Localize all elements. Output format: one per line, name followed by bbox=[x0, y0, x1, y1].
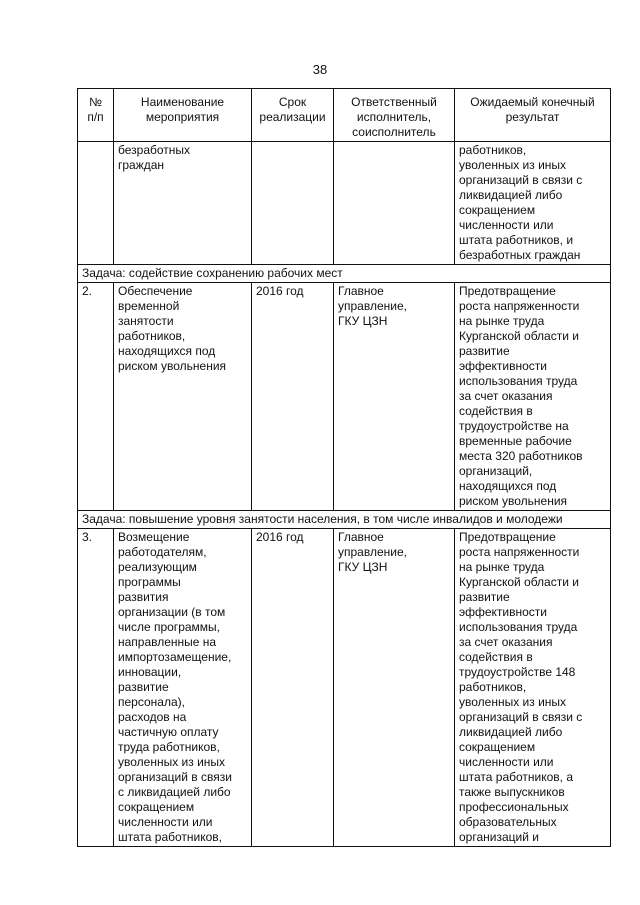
cell-line: численности или bbox=[459, 755, 554, 769]
cell-line: направленные на bbox=[118, 635, 217, 649]
cell-line: работников, bbox=[459, 143, 527, 157]
cell-line: управление, bbox=[338, 545, 407, 559]
cell-line: штата работников, bbox=[118, 830, 222, 844]
cell-line: эффективности bbox=[459, 359, 548, 373]
cell-num: 2. bbox=[78, 283, 114, 511]
cell-line: управление, bbox=[338, 299, 407, 313]
cell-line: организации (в том bbox=[118, 605, 226, 619]
cell-line: временной bbox=[118, 299, 180, 313]
cell-line: организаций в связи с bbox=[459, 710, 583, 724]
cell-line: Главное bbox=[338, 284, 384, 298]
cell-name bbox=[114, 283, 252, 511]
section-title: Задача: повышение уровня занятости населения, в том числе инвалидов и молодежи bbox=[78, 511, 611, 529]
header-result bbox=[455, 89, 611, 142]
cell-line: числе программы, bbox=[118, 620, 220, 634]
cell-line: Курганской области и bbox=[459, 575, 579, 589]
cell-line: реализующим bbox=[118, 560, 197, 574]
header-text: реализации bbox=[259, 110, 326, 124]
measures-table bbox=[77, 88, 611, 847]
cell-line: роста напряженности bbox=[459, 545, 580, 559]
cell-line: импортозамещение, bbox=[118, 650, 232, 664]
cell-line: Курганской области и bbox=[459, 329, 579, 343]
cell-line: риском увольнения bbox=[118, 359, 227, 373]
header-num bbox=[78, 89, 114, 142]
cell-term bbox=[252, 142, 334, 265]
cell-line: ГКУ ЦЗН bbox=[338, 314, 388, 328]
cell-term: 2016 год bbox=[252, 529, 334, 847]
header-text: мероприятия bbox=[145, 110, 220, 124]
cell-line: развитие bbox=[459, 344, 510, 358]
cell-line: частичную оплату bbox=[118, 725, 219, 739]
cell-line: граждан bbox=[118, 158, 165, 172]
cell-line: использования труда bbox=[459, 374, 578, 388]
cell-line: Возмещение bbox=[118, 530, 190, 544]
cell-line: уволенных из иных bbox=[118, 755, 226, 769]
cell-result bbox=[455, 283, 611, 511]
cell-line: ГКУ ЦЗН bbox=[338, 560, 388, 574]
cell-line: за счет оказания bbox=[459, 389, 553, 403]
table-row-2 bbox=[78, 283, 611, 511]
cell-line: на рынке труда bbox=[459, 560, 545, 574]
cell-name bbox=[114, 142, 252, 265]
table-row-3 bbox=[78, 529, 611, 847]
cell-line: за счет оказания bbox=[459, 635, 553, 649]
cell-line: инновации, bbox=[118, 665, 182, 679]
cell-line: программы bbox=[118, 575, 181, 589]
cell-line: работников, bbox=[118, 329, 186, 343]
cell-responsible bbox=[334, 142, 455, 265]
cell-line: роста напряженности bbox=[459, 299, 580, 313]
header-text: соисполнитель bbox=[352, 125, 436, 139]
cell-responsible bbox=[334, 283, 455, 511]
cell-line: занятости bbox=[118, 314, 174, 328]
cell-line: работников, bbox=[459, 680, 527, 694]
cell-line: безработных bbox=[118, 143, 191, 157]
cell-line: организаций в связи с bbox=[459, 173, 583, 187]
cell-line: временные рабочие bbox=[459, 434, 572, 448]
header-name bbox=[114, 89, 252, 142]
cell-line: также выпускников bbox=[459, 785, 565, 799]
cell-line: штата работников, и bbox=[459, 233, 574, 247]
cell-name bbox=[114, 529, 252, 847]
cell-line: уволенных из иных bbox=[459, 695, 567, 709]
cell-num bbox=[78, 142, 114, 265]
cell-line: Обеспечение bbox=[118, 284, 193, 298]
header-text: Срок bbox=[278, 95, 307, 109]
cell-line: персонала), bbox=[118, 695, 185, 709]
cell-line: Предотвращение bbox=[459, 530, 556, 544]
section-row-task-2 bbox=[78, 511, 611, 529]
cell-line: развитие bbox=[459, 590, 510, 604]
header-text: результат bbox=[505, 110, 560, 124]
cell-line: с ликвидацией либо bbox=[118, 785, 231, 799]
header-text: Наименование bbox=[140, 95, 225, 109]
cell-line: на рынке труда bbox=[459, 314, 545, 328]
header-text: исполнитель, bbox=[356, 110, 432, 124]
section-row-task-1 bbox=[78, 265, 611, 283]
cell-result bbox=[455, 142, 611, 265]
header-term bbox=[252, 89, 334, 142]
header-responsible bbox=[334, 89, 455, 142]
cell-line: образовательных bbox=[459, 815, 557, 829]
cell-line: развитие bbox=[118, 680, 169, 694]
cell-result bbox=[455, 529, 611, 847]
cell-line: уволенных из иных bbox=[459, 158, 567, 172]
cell-line: содействия в bbox=[459, 404, 533, 418]
cell-line: трудоустройстве 148 bbox=[459, 665, 576, 679]
cell-line: находящихся под bbox=[459, 479, 557, 493]
cell-responsible bbox=[334, 529, 455, 847]
table-row-continuation bbox=[78, 142, 611, 265]
table-header-row bbox=[78, 89, 611, 142]
cell-line: организаций в связи bbox=[118, 770, 232, 784]
cell-line: места 320 работников bbox=[459, 449, 583, 463]
cell-term: 2016 год bbox=[252, 283, 334, 511]
cell-line: сокращением bbox=[118, 800, 195, 814]
header-text: № bbox=[89, 95, 102, 109]
cell-line: безработных граждан bbox=[459, 248, 581, 262]
page-number: 38 bbox=[312, 62, 328, 77]
cell-line: организаций и bbox=[459, 830, 539, 844]
header-text: п/п bbox=[87, 110, 104, 124]
cell-line: организаций, bbox=[459, 464, 533, 478]
cell-line: работодателям, bbox=[118, 545, 207, 559]
cell-line: сокращением bbox=[459, 740, 536, 754]
cell-line: использования труда bbox=[459, 620, 578, 634]
cell-line: профессиональных bbox=[459, 800, 569, 814]
cell-line: штата работников, а bbox=[459, 770, 573, 784]
cell-line: ликвидацией либо bbox=[459, 188, 563, 202]
cell-line: эффективности bbox=[459, 605, 548, 619]
cell-line: трудоустройстве на bbox=[459, 419, 569, 433]
cell-line: развития bbox=[118, 590, 169, 604]
cell-line: Предотвращение bbox=[459, 284, 556, 298]
section-title: Задача: содействие сохранению рабочих мест bbox=[78, 265, 611, 283]
cell-line: расходов на bbox=[118, 710, 187, 724]
cell-line: сокращением bbox=[459, 203, 536, 217]
cell-line: численности или bbox=[459, 218, 554, 232]
cell-line: риском увольнения bbox=[459, 494, 568, 508]
cell-line: труда работников, bbox=[118, 740, 220, 754]
cell-line: находящихся под bbox=[118, 344, 216, 358]
cell-line: ликвидацией либо bbox=[459, 725, 563, 739]
header-text: Ожидаемый конечный bbox=[470, 95, 595, 109]
header-text: Ответственный bbox=[351, 95, 437, 109]
cell-line: численности или bbox=[118, 815, 213, 829]
cell-line: Главное bbox=[338, 530, 384, 544]
cell-line: содействия в bbox=[459, 650, 533, 664]
cell-num: 3. bbox=[78, 529, 114, 847]
